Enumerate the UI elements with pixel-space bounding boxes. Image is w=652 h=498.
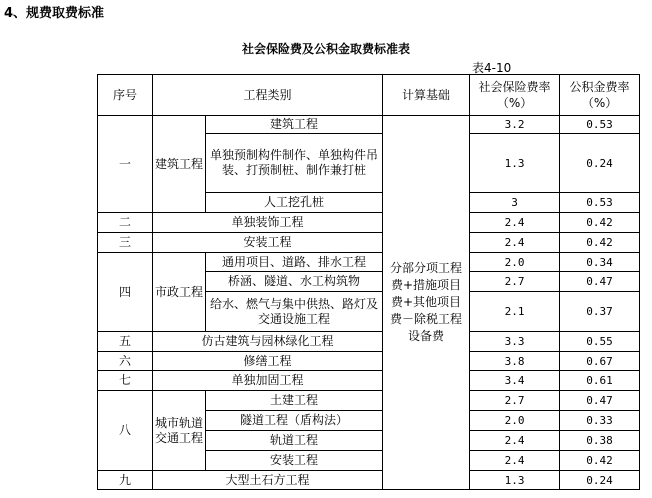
sub-category-cell: 给水、燃气与集中供热、路灯及交通设施工程 [206, 292, 383, 332]
group-name-cell: 城市轨道交通工程 [153, 391, 206, 471]
sub-category-cell: 单独预制构件制作、单独构件吊装、打预制桩、制作兼打桩 [206, 134, 383, 193]
social-rate-cell: 1.3 [470, 134, 560, 193]
fund-rate-cell: 0.42 [560, 213, 640, 233]
sub-category-cell: 安装工程 [206, 451, 383, 471]
fund-rate-cell: 0.61 [560, 371, 640, 391]
fund-rate-cell: 0.47 [560, 391, 640, 411]
social-rate-cell: 2.4 [470, 213, 560, 233]
table-caption: 社会保险费及公积金取费标准表 [241, 42, 410, 56]
fund-rate-cell: 0.53 [560, 193, 640, 213]
table-row [98, 332, 640, 352]
social-rate-cell: 2.4 [470, 431, 560, 451]
fund-rate-cell: 0.38 [560, 431, 640, 451]
table-row [98, 352, 640, 371]
fund-rate-cell: 0.55 [560, 332, 640, 352]
sub-category-cell: 人工挖孔桩 [206, 193, 383, 213]
social-rate-cell: 3.2 [470, 116, 560, 134]
header-social-rate: 社会保险费率（%） [470, 75, 560, 116]
calculation-basis-cell: 分部分项工程费+措施项目费+其他项目费－除税工程设备费 [383, 116, 470, 490]
table-row [98, 213, 640, 233]
sub-category-cell: 修缮工程 [153, 352, 383, 371]
fund-rate-cell: 0.67 [560, 352, 640, 371]
table-row [98, 371, 640, 391]
social-rate-cell: 3 [470, 193, 560, 213]
sub-category-cell: 大型土石方工程 [153, 471, 383, 490]
social-rate-cell: 2.4 [470, 451, 560, 471]
header-category: 工程类别 [153, 75, 383, 116]
header-seq: 序号 [98, 75, 153, 116]
sub-category-cell: 桥涵、隧道、水工构筑物 [206, 272, 383, 292]
seq-cell: 二 [98, 213, 153, 233]
social-rate-cell: 2.0 [470, 411, 560, 431]
section-heading: 4、规费取费标准 [4, 6, 105, 21]
seq-cell: 七 [98, 371, 153, 391]
fund-rate-cell: 0.42 [560, 233, 640, 253]
fund-rate-cell: 0.53 [560, 116, 640, 134]
header-row [98, 75, 640, 116]
social-rate-cell: 1.3 [470, 471, 560, 490]
fund-rate-cell: 0.24 [560, 134, 640, 193]
table-row [98, 391, 640, 411]
fund-rate-cell: 0.37 [560, 292, 640, 332]
social-rate-cell: 2.0 [470, 253, 560, 272]
group-name-cell: 市政工程 [153, 253, 206, 332]
seq-cell: 一 [98, 116, 153, 213]
seq-cell: 八 [98, 391, 153, 471]
fund-rate-cell: 0.33 [560, 411, 640, 431]
social-rate-cell: 3.4 [470, 371, 560, 391]
sub-category-cell: 建筑工程 [206, 116, 383, 134]
sub-category-cell: 单独装饰工程 [153, 213, 383, 233]
seq-cell: 四 [98, 253, 153, 332]
sub-category-cell: 单独加固工程 [153, 371, 383, 391]
sub-category-cell: 仿古建筑与园林绿化工程 [153, 332, 383, 352]
fund-rate-cell: 0.47 [560, 272, 640, 292]
sub-category-cell: 安装工程 [153, 233, 383, 253]
sub-category-cell: 隧道工程（盾构法） [206, 411, 383, 431]
fund-rate-cell: 0.34 [560, 253, 640, 272]
social-rate-cell: 3.8 [470, 352, 560, 371]
table-row [98, 471, 640, 490]
table-row [98, 253, 640, 272]
social-rate-cell: 2.7 [470, 272, 560, 292]
sub-category-cell: 土建工程 [206, 391, 383, 411]
table-row [98, 116, 640, 134]
sub-category-cell: 轨道工程 [206, 431, 383, 451]
social-rate-cell: 2.4 [470, 233, 560, 253]
table-row [98, 233, 640, 253]
fund-rate-cell: 0.42 [560, 451, 640, 471]
social-rate-cell: 3.3 [470, 332, 560, 352]
fund-rate-cell: 0.24 [560, 471, 640, 490]
seq-cell: 五 [98, 332, 153, 352]
seq-cell: 六 [98, 352, 153, 371]
fee-rate-table [97, 74, 640, 490]
social-rate-cell: 2.1 [470, 292, 560, 332]
table-number: 表4-10 [472, 61, 512, 75]
group-name-cell: 建筑工程 [153, 116, 206, 213]
header-basis: 计算基础 [383, 75, 470, 116]
sub-category-cell: 通用项目、道路、排水工程 [206, 253, 383, 272]
seq-cell: 三 [98, 233, 153, 253]
seq-cell: 九 [98, 471, 153, 490]
header-fund-rate: 公积金费率（%） [560, 75, 640, 116]
social-rate-cell: 2.7 [470, 391, 560, 411]
